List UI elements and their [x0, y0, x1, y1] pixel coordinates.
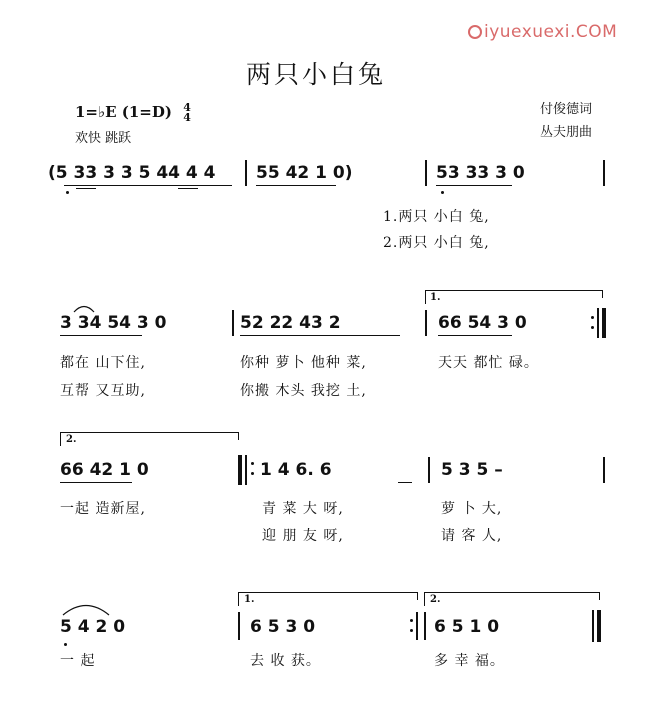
- measure-notes: 1 4 6. 6: [260, 460, 332, 480]
- low-octave-dot: [441, 191, 444, 194]
- volta-bracket: [424, 592, 600, 593]
- watermark-logo-icon: [468, 25, 482, 39]
- barline: [238, 612, 240, 640]
- lyric-line: 多 幸 福。: [434, 653, 505, 669]
- lyric-line: 一 起: [60, 653, 96, 669]
- barline: [597, 308, 599, 338]
- repeat-dot: [410, 619, 413, 622]
- lyric-line: 青 菜 大 呀,: [262, 501, 344, 517]
- volta-bracket: [425, 290, 426, 304]
- measure-notes: 53 33 3 0: [436, 163, 525, 183]
- volta-bracket: [238, 592, 239, 606]
- beam-line: [436, 185, 512, 186]
- lyric-line: 天天 都忙 碌。: [438, 355, 539, 371]
- volta-bracket: [238, 432, 239, 440]
- time-signature: 4 4: [183, 101, 191, 124]
- barline: [425, 310, 427, 336]
- beam-line: [398, 482, 412, 483]
- key-signature: 1=♭E (1=D) 4 4: [75, 101, 191, 124]
- beam-line: [64, 185, 232, 186]
- barline: [416, 612, 418, 640]
- barline: [425, 160, 427, 186]
- measure-notes: 6 5 3 0: [250, 617, 316, 637]
- beam-line: [178, 188, 198, 189]
- volta-label: 1.: [244, 594, 255, 605]
- lyric-line: 2.两只 小白 兔,: [383, 235, 490, 251]
- composer-credit: 丛夫朋曲: [540, 125, 593, 140]
- repeat-dot: [251, 462, 254, 465]
- lyric-line: 你种 萝卜 他种 菜,: [240, 355, 367, 371]
- song-title: 两只小白兔: [246, 60, 387, 89]
- beam-line: [240, 335, 400, 336]
- measure-notes: (5 33 3 3 5 44 4 4: [48, 163, 216, 183]
- lyric-line: 互帮 又互助,: [60, 383, 146, 399]
- barline: [428, 457, 430, 483]
- repeat-dot: [591, 316, 594, 319]
- repeat-dot: [251, 472, 254, 475]
- lyric-line: 1.两只 小白 兔,: [383, 209, 490, 225]
- volta-bracket: [425, 290, 603, 291]
- volta-label: 2.: [430, 594, 441, 605]
- barline: [592, 610, 594, 642]
- measure-notes: 6 5 1 0: [434, 617, 500, 637]
- lyric-line: 都在 山下住,: [60, 355, 146, 371]
- repeat-dot: [591, 326, 594, 329]
- measure-notes: 55 42 1 0): [256, 163, 353, 183]
- volta-bracket: [238, 592, 418, 593]
- barline: [245, 160, 247, 186]
- low-octave-dot: [66, 191, 69, 194]
- lyric-line: 请 客 人,: [441, 528, 503, 544]
- final-barline: [602, 308, 606, 338]
- measure-notes: 66 54 3 0: [438, 313, 527, 333]
- measure-notes: 3 34 54 3 0: [60, 313, 167, 333]
- lyric-line: 去 收 获。: [250, 653, 321, 669]
- volta-bracket: [60, 432, 61, 446]
- repeat-barline: [238, 455, 242, 485]
- beam-line: [76, 188, 96, 189]
- lyric-line: 迎 朋 友 呀,: [262, 528, 344, 544]
- low-octave-dot: [64, 643, 67, 646]
- barline: [245, 455, 247, 485]
- measure-notes: 5 3 5 –: [441, 460, 503, 480]
- measure-notes: 52 22 43 2: [240, 313, 341, 333]
- barline: [424, 612, 426, 640]
- lyricist-credit: 付俊德词: [540, 102, 593, 117]
- tempo-marking: 欢快 跳跃: [75, 131, 132, 146]
- volta-label: 2.: [66, 434, 77, 445]
- volta-bracket: [424, 592, 425, 606]
- slur-mark: [60, 600, 112, 616]
- barline: [603, 457, 605, 483]
- volta-bracket: [602, 290, 603, 298]
- barline: [232, 310, 234, 336]
- volta-bracket: [60, 432, 238, 433]
- volta-bracket: [417, 592, 418, 600]
- volta-bracket: [599, 592, 600, 600]
- repeat-dot: [410, 629, 413, 632]
- lyric-line: 萝 卜 大,: [441, 501, 503, 517]
- volta-label: 1.: [430, 292, 441, 303]
- barline: [603, 160, 605, 186]
- final-barline: [597, 610, 601, 642]
- lyric-line: 一起 造新屋,: [60, 501, 146, 517]
- lyric-line: 你搬 木头 我挖 土,: [240, 383, 367, 399]
- beam-line: [256, 185, 336, 186]
- measure-notes: 66 42 1 0: [60, 460, 149, 480]
- beam-line: [60, 482, 132, 483]
- measure-notes: 5 4 2 0: [60, 617, 126, 637]
- watermark: iyuexuexi.COM: [468, 22, 617, 42]
- beam-line: [60, 335, 142, 336]
- slur-mark: [72, 303, 96, 313]
- beam-line: [438, 335, 512, 336]
